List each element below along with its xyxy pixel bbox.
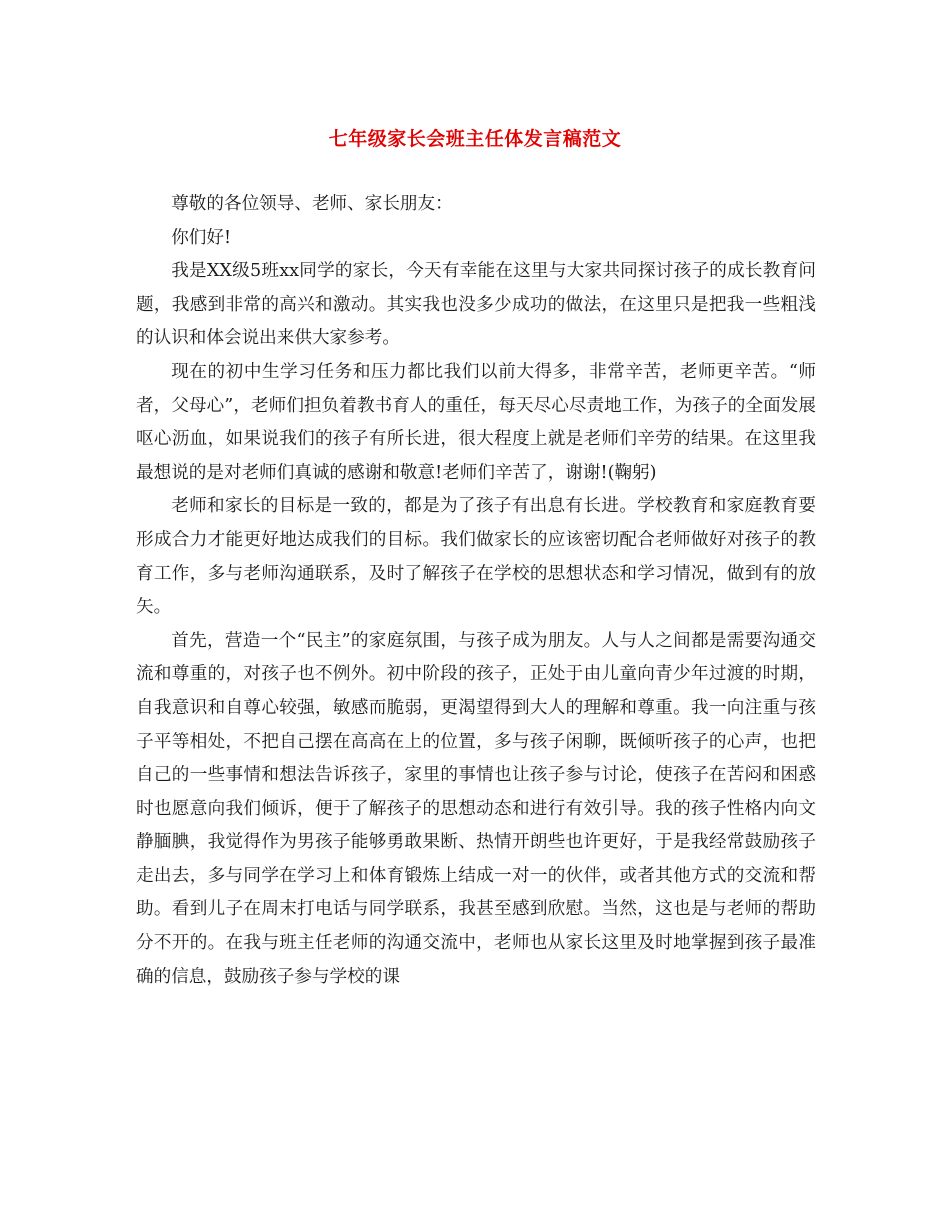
shared-goal-paragraph: 老师和家长的目标是一致的，都是为了孩子有出息有长进。学校教育和家庭教育要形成合力才能更好地达成我们的目标。我们做家长的应该密切配合老师做好对孩子的教育工作，多与老师沟通联系，及时了解孩子在学校的思想状态和学习情况，做到有的放矢。 xyxy=(136,496,816,618)
document-title: 七年级家长会班主任体发言稿范文 xyxy=(328,128,622,150)
gratitude-paragraph: 现在的初中生学习任务和压力都比我们以前大得多，非常辛苦，老师更辛苦。“师者，父母心”，老师们担负着教书育人的重任，每天尽心尽责地工作，为孩子的全面发展呕心沥血，如果说我们的孩子有所长进，很大程度上就是老师们辛劳的结果。在这里我最想说的是对老师们真诚的感谢和敬意!老师们辛苦了，谢谢!(鞠躬) xyxy=(136,361,816,483)
first-point-paragraph: 首先，营造一个“民主”的家庭氛围，与孩子成为朋友。人与人之间都是需要沟通交流和尊重的，对孩子也不例外。初中阶段的孩子，正处于由儿童向青少年过渡的时期，自我意识和自尊心较强，敏感而脆弱，更渴望得到大人的理解和尊重。我一向注重与孩子平等相处，不把自己摆在高高在上的位置，多与孩子闲聊，既倾听孩子的心声，也把自己的一些事情和想法告诉孩子，家里的事情也让孩子参与讨论，使孩子在苦闷和困惑时也愿意向我们倾诉，便于了解孩子的思想动态和进行有效引导。我的孩子性格内向文静腼腆，我觉得作为男孩子能够勇敢果断、热情开朗些也许更好，于是我经常鼓励孩子走出去，多与同学在学习上和体育锻炼上结成一对一的伙伴，或者其他方式的交流和帮助。看到儿子在周末打电话与同学联系，我甚至感到欣慰。当然，这也是与老师的帮助分不开的。在我与班主任老师的沟通交流中，老师也从家长这里及时地掌握到孩子最准确的信息，鼓励孩子参与学校的课 xyxy=(136,630,816,987)
intro-paragraph: 我是XX级5班xx同学的家长，今天有幸能在这里与大家共同探讨孩子的成长教育问题，我感到非常的高兴和激动。其实我也没多少成功的做法，在这里只是把我一些粗浅的认识和体会说出来供大家参考。 xyxy=(136,261,816,349)
greeting-paragraph: 你们好! xyxy=(171,227,232,248)
salutation-paragraph: 尊敬的各位领导、老师、家长朋友： xyxy=(171,194,453,214)
document-body xyxy=(136,188,816,994)
